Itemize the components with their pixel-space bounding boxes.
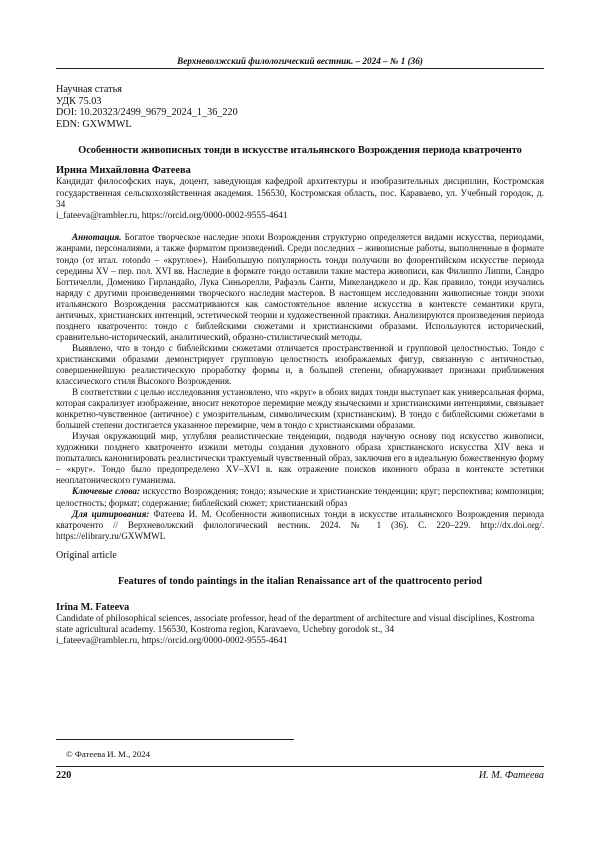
author-contacts: i_fateeva@rambler.ru, https://orcid.org/0000-0002-9555-4641 xyxy=(56,211,288,222)
abstract-paragraph: Выявлено, что в тондо с библейскими сюжетами отличается пространственной и групповой целостностью. Тондо с христианскими образами демонстрирует групповую целостность изображаемых фигур, связанную с античностью, совершеннейшую реалистическую проработку формы и, в большей степени, обнаруживает признаки приближения классического стиля Высокого Возрождения. xyxy=(56,342,544,387)
keywords-label: Ключевые слова: xyxy=(72,486,141,497)
footnote-divider xyxy=(56,739,294,740)
keywords xyxy=(56,486,544,508)
doi: DOI: 10.20323/2499_9679_2024_1_36_220 xyxy=(56,107,238,119)
page-footer xyxy=(56,766,544,781)
edn: EDN: GXWMWL xyxy=(56,119,132,131)
author-name: Ирина Михайловна Фатеева xyxy=(56,165,191,177)
english-article-type: Original article xyxy=(56,549,117,561)
abstract-label: Аннотация. xyxy=(72,232,122,243)
english-author-name: Irina M. Fateeva xyxy=(56,601,130,613)
running-head: Верхневолжский филологический вестник. – 2024 – № 1 (36) xyxy=(56,56,544,69)
article-type: Научная статья xyxy=(56,84,122,95)
citation-text: Фатеева И. М. Особенности живописных тонди в искусстве итальянского Возрождения периода кватроченто // Верхневолжский филологический вестник. 2024. № 1 (36). С. 220–229. http://dx.doi.org/. https://elibrary.ru/GXWMWL xyxy=(56,508,544,541)
english-author-contacts: i_fateeva@rambler.ru, https://orcid.org/0000-0002-9555-4641 xyxy=(56,636,288,647)
english-title: Features of tondo paintings in the italian Renaissance art of the quattrocento period xyxy=(117,575,483,587)
abstract-paragraph: Изучая окружающий мир, углубляя реалистические тенденции, подводя научную основу под искусство живописи, художники позднего кватроченто изжили методы создания духовного образа христианского искусства XIV века и попытались канонизировать реалистически трактуемый чувственный образ, заключив его в идеальную божественную форму – «круг». Тондо было предопределено XV–XVI в. как отражение поисков иконного образа в контексте эстетики неоплатонического гуманизма. xyxy=(56,431,544,486)
abstract xyxy=(56,232,544,541)
page-number: 220 xyxy=(56,770,72,781)
abstract-paragraph xyxy=(56,232,544,342)
article-content xyxy=(56,84,544,648)
article-meta xyxy=(56,84,544,131)
citation xyxy=(56,509,544,542)
copyright-footnote: © Фатеева И. М., 2024 xyxy=(66,749,151,759)
citation-label: Для цитирования: xyxy=(72,508,150,519)
footer-author: И. М. Фатеева xyxy=(478,770,544,781)
english-author-affiliation: Candidate of philosophical sciences, associate professor, head of the department of architecture and visual disciplines, Kostroma state agricultural academy. 156530, Kostroma region, Karavaevo, Uchebny gorodok st., 34 xyxy=(56,613,535,636)
abstract-paragraph: В соответствии с целью исследования установлено, что «круг» в обоих видах тонди выступает как универсальная форма, которая сакрализует изображение, вносит некоторое перемирие между языческими и христианскими интенциями, связывает конкретно-чувственное (античное) с умозрительным, символическим (христианским). В тондо с библейскими сюжетами в большей степени достигается указанное перемирие, чем в тондо с христианскими образами. xyxy=(56,387,544,431)
article-title: Особенности живописных тонди в искусстве итальянского Возрождения периода кватроченто xyxy=(78,144,522,156)
udk: УДК 75.03 xyxy=(56,95,102,107)
abstract-text: Богатое творческое наследие эпохи Возрождения структурно определяется видами искусства, периодами, жанрами, персоналиями, а также форматом произведений. Среди последних – живописные работы, выполненные в формате тондо (от итал. rotondo – «круглое»). Наибольшую популярность тонди получили во флорентийском искусстве периода середины XV – пер. пол. XVI вв. Наследие в формате тондо оставили такие мастера живописи, как Филиппо Липпи, Сандро Боттичелли, Доменико Гирландайо, Лука Синьорелли, Рафаэль Санти, Микеланджело и др. Как правило, тонди изучались наряду с другими произведениями творческого наследия мастеров. В настоящем исследовании живописные тонди эпохи итальянского Возрождения рассматриваются как самостоятельное явление искусства в контексте семантики круга, античных, христианских интенций, эстетической теории и художественной практики. Анализируются произведения периода позднего кватроченто: тондо с библейскими сюжетами и христианскими образами. Используются исторический, сравнительно-исторический, аналитический, образно-стилистический методы. xyxy=(56,232,544,342)
keywords-text: искусство Возрождения; тондо; языческие и христианские тенденции; круг; перспектива; композиция; целостность; формат; содержание; библейский сюжет; христианский образ xyxy=(56,486,545,508)
author-affiliation: Кандидат философских наук, доцент, заведующая кафедрой архитектуры и изобразительных дисциплин, Костромская государственная сельскохозяйственная академия. 156530, Костромская область, пос. Караваево, ул. Учебный городок, д. 34 xyxy=(56,177,544,210)
